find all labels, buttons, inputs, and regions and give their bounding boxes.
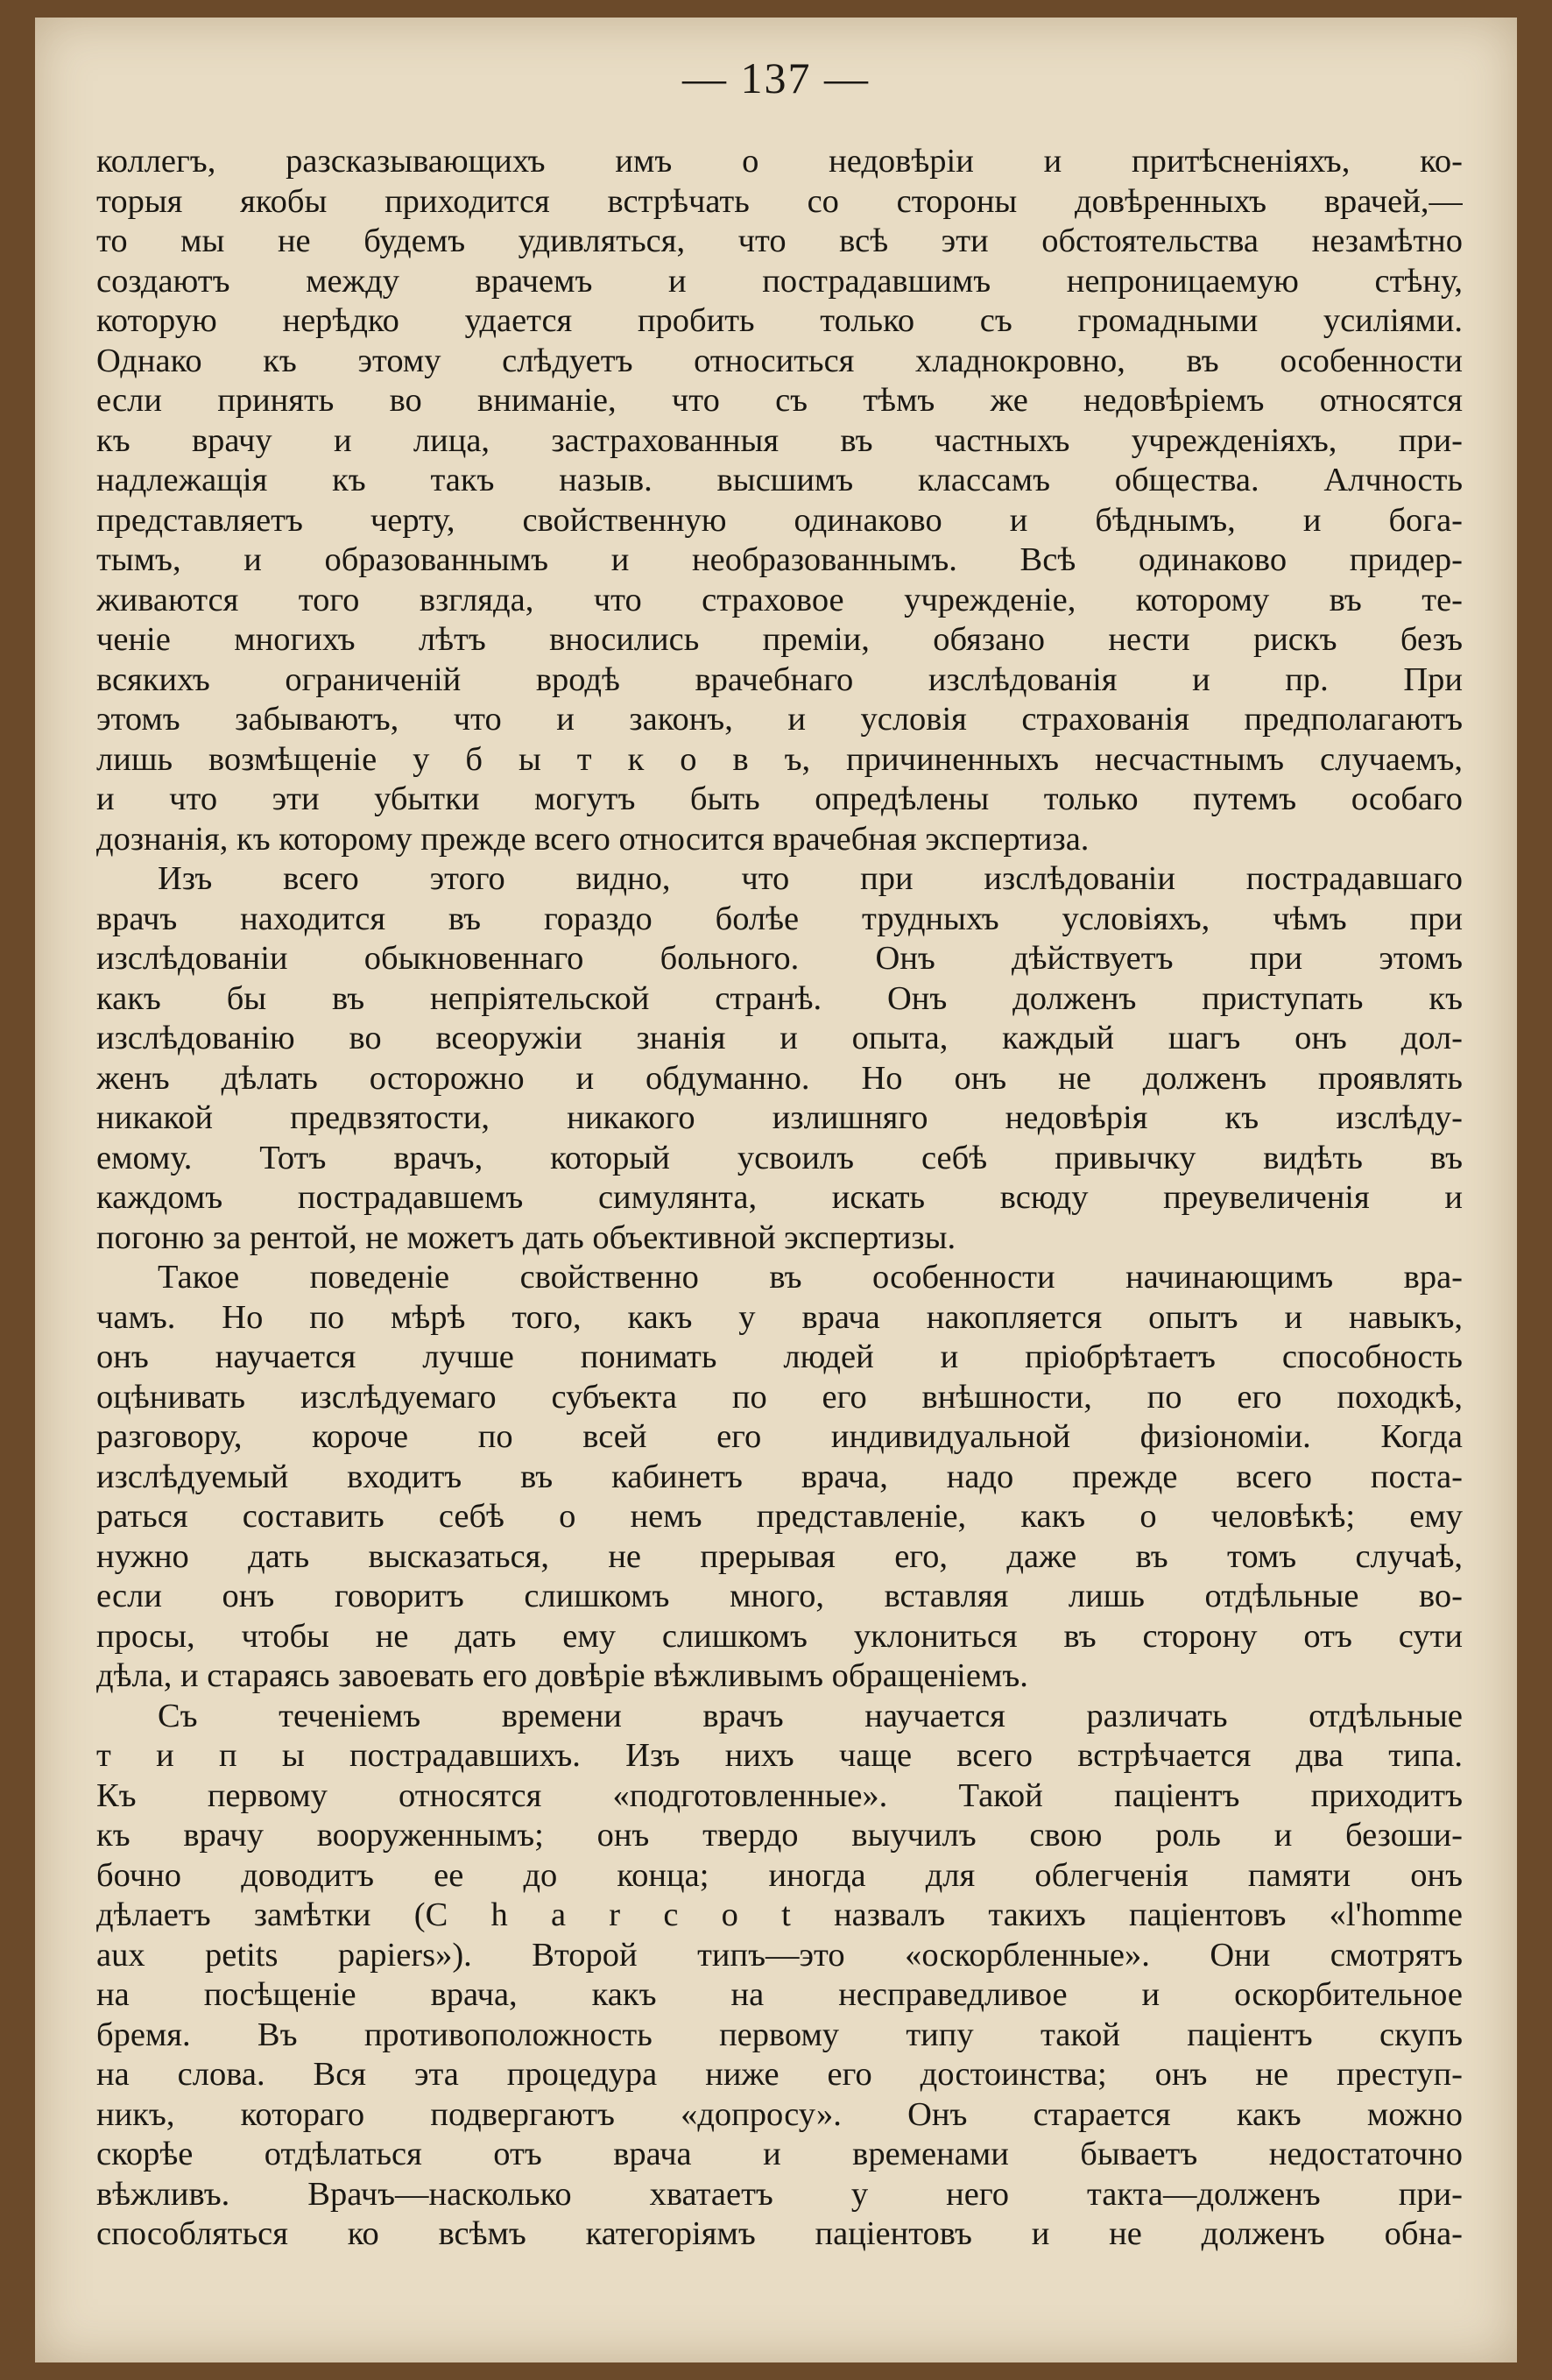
text-line: разговору, короче по всей его индивидуальной физіономіи. Когда bbox=[96, 1418, 1463, 1455]
text-line: если онъ говоритъ слишкомъ много, вставляя лишь отдѣльные во- bbox=[96, 1578, 1463, 1614]
text-line: ченіе многихъ лѣтъ вносились преміи, обязано нести рискъ безъ bbox=[96, 621, 1463, 658]
paragraph bbox=[96, 1697, 1463, 2255]
text-line: никакой предвзятости, никакого излишняго недовѣрія къ изслѣду- bbox=[96, 1099, 1463, 1136]
text-line: лишь возмѣщеніе у б ы т к о в ъ, причиненныхъ несчастнымъ случаемъ, bbox=[96, 740, 1463, 778]
text-line: емому. Тотъ врачъ, который усвоилъ себѣ привычку видѣть въ bbox=[96, 1139, 1463, 1176]
text-line: aux petits papiers»). Второй типъ—это «оскорбленные». Они смотрятъ bbox=[96, 1936, 1463, 1974]
text-line: просы, чтобы не дать ему слишкомъ уклониться въ сторону отъ сути bbox=[96, 1617, 1463, 1655]
text-line: женъ дѣлать осторожно и обдуманно. Но онъ не долженъ проявлять bbox=[96, 1059, 1463, 1097]
text-line: изслѣдованіи обыкновеннаго больного. Онъ дѣйствуетъ при этомъ bbox=[96, 940, 1463, 977]
text-line: дѣла, и стараясь завоевать его довѣріе вѣжливымъ обращеніемъ. bbox=[96, 1657, 1028, 1694]
paragraph bbox=[96, 142, 1463, 859]
text-line: какъ бы въ непріятельской странѣ. Онъ долженъ приступать къ bbox=[96, 979, 1463, 1017]
text-line: нужно дать высказаться, не прерывая его, даже въ томъ случаѣ, bbox=[96, 1537, 1463, 1575]
text-line: Однако къ этому слѣдуетъ относиться хладнокровно, въ особенности bbox=[96, 342, 1463, 379]
paragraph bbox=[96, 1258, 1463, 1697]
text-line: на слова. Вся эта процедура ниже его достоинства; онъ не преступ- bbox=[96, 2056, 1463, 2093]
text-line: то мы не будемъ удивляться, что всѣ эти обстоятельства незамѣтно bbox=[96, 222, 1463, 259]
paragraph bbox=[96, 859, 1463, 1258]
text-line: раться составить себѣ о немъ представленіе, какъ о человѣкѣ; ему bbox=[96, 1498, 1463, 1535]
text-line: чамъ. Но по мѣрѣ того, какъ у врача накопляется опытъ и навыкъ, bbox=[96, 1298, 1463, 1336]
text-line: бочно доводитъ ее до конца; иногда для облегченія памяти онъ bbox=[96, 1856, 1463, 1894]
text-line: и что эти убытки могутъ быть опредѣлены только путемъ особаго bbox=[96, 780, 1463, 817]
text-line: тымъ, и образованнымъ и необразованнымъ. Всѣ одинаково придер- bbox=[96, 541, 1463, 578]
text-line: создаютъ между врачемъ и пострадавшимъ непроницаемую стѣну, bbox=[96, 262, 1463, 300]
book-page bbox=[35, 18, 1517, 2362]
text-line: которую нерѣдко удается пробить только съ громадными усиліями. bbox=[96, 302, 1463, 339]
text-line: дознанія, къ которому прежде всего относится врачебная экспертиза. bbox=[96, 820, 1090, 858]
text-line: скорѣе отдѣлаться отъ врача и временами бываетъ недостаточно bbox=[96, 2136, 1463, 2172]
text-line: Изъ всего этого видно, что при изслѣдованіи пострадавшаго bbox=[158, 860, 1463, 897]
text-line: онъ научается лучше понимать людей и пріобрѣтаетъ способность bbox=[96, 1338, 1463, 1375]
text-line: Къ первому относятся «подготовленные». Такой паціентъ приходитъ bbox=[96, 1776, 1463, 1814]
text-line: врачъ находится въ гораздо болѣе трудныхъ условіяхъ, чѣмъ при bbox=[96, 900, 1463, 937]
text-line: изслѣдованію во всеоружіи знанія и опыта, каждый шагъ онъ дол- bbox=[96, 1020, 1463, 1056]
text-line: представляетъ черту, свойственную одинаково и бѣднымъ, и бога- bbox=[96, 501, 1463, 539]
text-line: способляться ко всѣмъ категоріямъ паціентовъ и не долженъ обна- bbox=[96, 2215, 1463, 2252]
text-line: торыя якобы приходится встрѣчать со стороны довѣренныхъ врачей,— bbox=[96, 182, 1463, 220]
text-line: бремя. Въ противоположность первому типу такой паціентъ скупъ bbox=[96, 2016, 1463, 2053]
text-line: Такое поведеніе свойственно въ особенности начинающимъ вра- bbox=[158, 1259, 1463, 1296]
text-line: изслѣдуемый входитъ въ кабинетъ врача, надо прежде всего поста- bbox=[96, 1458, 1463, 1495]
text-line: живаются того взгляда, что страховое учрежденіе, которому въ те- bbox=[96, 581, 1463, 618]
text-line: дѣлаетъ замѣтки (C h a r c o t назвалъ такихъ паціентовъ «l'homme bbox=[96, 1896, 1463, 1933]
text-line: каждомъ пострадавшемъ симулянта, искать всюду преувеличенія и bbox=[96, 1179, 1463, 1216]
body-text bbox=[96, 142, 1463, 2255]
text-line: всякихъ ограниченій вродѣ врачебнаго изслѣдованія и пр. При bbox=[96, 660, 1463, 698]
text-line: этомъ забываютъ, что и законъ, и условія страхованія предполагаютъ bbox=[96, 701, 1463, 738]
text-line: оцѣнивать изслѣдуемаго субъекта по его внѣшности, по его походкѣ, bbox=[96, 1378, 1463, 1416]
text-line: къ врачу вооруженнымъ; онъ твердо выучилъ свою роль и безоши- bbox=[96, 1817, 1463, 1854]
text-line: вѣжливъ. Врачъ—насколько хватаетъ у него такта—долженъ при- bbox=[96, 2175, 1463, 2213]
text-line: надлежащія къ такъ назыв. высшимъ классамъ общества. Алчность bbox=[96, 462, 1463, 498]
text-line: никъ, котораго подвергаютъ «допросу». Онъ старается какъ можно bbox=[96, 2095, 1463, 2133]
page-number: — 137 — bbox=[682, 53, 870, 102]
text-line: Съ теченіемъ времени врачъ научается различать отдѣльные bbox=[158, 1697, 1463, 1734]
text-line: если принять во вниманіе, что съ тѣмъ же недовѣріемъ относятся bbox=[96, 382, 1463, 419]
text-line: погоню за рентой, не можетъ дать объективной экспертизы. bbox=[96, 1218, 956, 1256]
text-line: коллегъ, разсказывающихъ имъ о недовѣріи и притѣсненіяхъ, ко- bbox=[96, 143, 1463, 180]
text-line: на посѣщеніе врача, какъ на несправедливое и оскорбительное bbox=[96, 1976, 1463, 2013]
text-line: къ врачу и лица, застрахованныя въ частныхъ учрежденіяхъ, при- bbox=[96, 421, 1463, 459]
text-line: т и п ы пострадавшихъ. Изъ нихъ чаще всего встрѣчается два типа. bbox=[96, 1737, 1463, 1774]
